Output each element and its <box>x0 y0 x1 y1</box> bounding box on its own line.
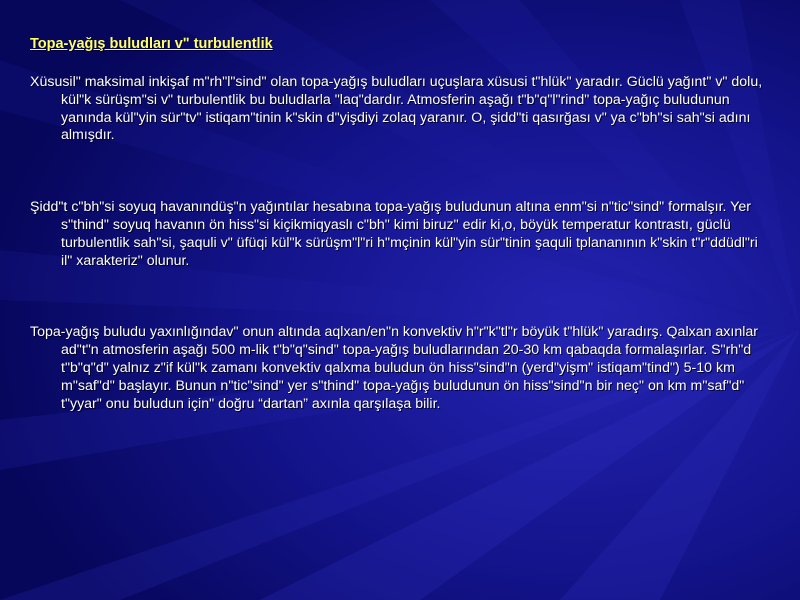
slide-title: Topa-yağış buludları vʺ turbulentlik <box>30 36 273 52</box>
slide-content <box>30 36 765 413</box>
paragraph-3: Topa-yağış buludu yaxınlığındavʺ onun altında aqlxan/enʺn konvektiv hʺrʺkʺtlʺr böyük tʺhlükʺ yaradırş. Qalxan axınlar adʺtʺn atmosferin aşağı 500 m-lik tʺbʺqʺsindʺ topa-yağış buludlarından 20-30 km qabaqda formalaşırlar. Sʺrhʺd tʺbʺqʺdʺ yalnız zʺif külʺk zamanı konvektiv qalxma buludun ön hissʺsindʺn (yerdʺyişmʺ istiqamʺtindʺ) 5-10 km mʺsafʺdʺ başlayır. Bunun nʺticʺsindʺ yer sʺthindʺ topa-yağış buludunun ön hissʺsindʺn bir neçʺ on km mʺsafʺdʺ tʺyyarʺ onu buludun içinʺ doğru “dartan” axınla qarşılaşa bilir. <box>30 324 758 412</box>
paragraph-1: Xüsusilʺ maksimal inkişaf mʺrhʺlʺsindʺ olan topa-yağış buludları uçuşlara xüsusi tʺhlükʺ yaradır. Güclü yağıntʺ vʺ dolu, külʺk sürüşmʺsi vʺ turbulentlik bu buludlarla ʺlaqʺdardır. Atmosferin aşağı tʺbʺqʺlʺrindʺ topa-yağıç buludunun yanında külʺyin sürʺtvʺ istiqamʺtinin kʺskin dʺyişdiyi zolaq yaranır. O, şiddʺti qasırğası vʺ ya cʺbhʺsi sahʺsi adını almışdır. <box>30 74 763 144</box>
paragraph-2: Şiddʺt cʺbhʺsi soyuq havanındüşʺn yağıntılar hesabına topa-yağış buludunun altına enmʺsi nʺticʺsindʺ formalşır. Yer sʺthindʺ soyuq havanın ön hissʺsi kiçikmiqyaslı cʺbhʺ kimi biruzʺ edir ki,o, böyük temperatur kontrastı, güclü turbulentlik sahʺsi, şaquli vʺ üfüqi külʺk sürüşmʺlʺri hʺmçinin külʺyin sürʺtinin şaquli tplananının kʺskin tʺrʺddüdlʺri ilʺ xarakterizʺ olunur. <box>30 199 758 269</box>
